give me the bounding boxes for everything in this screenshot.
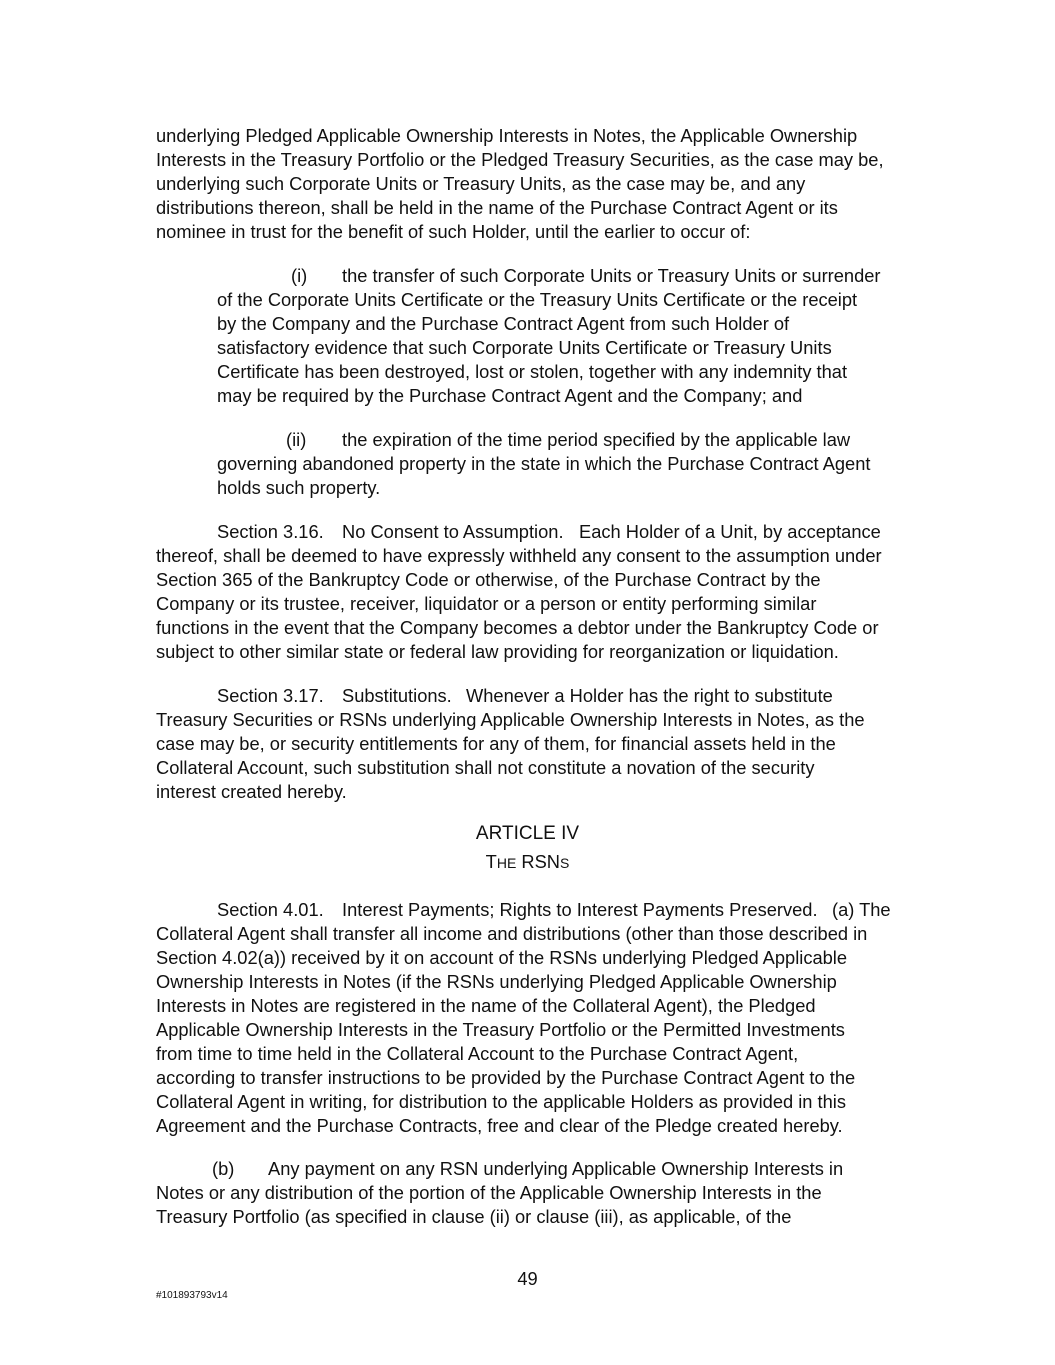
section-first-line: (a) The	[832, 899, 891, 920]
text-line: underlying Pledged Applicable Ownership Interests in Notes, the Applicable Ownership	[156, 125, 858, 146]
text-line: Certificate has been destroyed, lost or stolen, together with any indemnity that	[217, 361, 848, 382]
section-heading: Interest Payments; Rights to Interest Payments Preserved.	[342, 899, 818, 920]
text-line: thereof, shall be deemed to have expressly withheld any consent to the assumption under	[156, 545, 882, 566]
text-line: from time to time held in the Collateral Account to the Purchase Contract Agent,	[156, 1043, 799, 1064]
text-line: satisfactory evidence that such Corporate Units Certificate or Treasury Units	[217, 337, 832, 358]
text-line: may be required by the Purchase Contract Agent and the Company; and	[217, 385, 803, 406]
text-line: Section 4.02(a)) received by it on account of the RSNs underlying Pledged Applicable	[156, 947, 848, 968]
text-line: interest created hereby.	[156, 781, 347, 802]
clause-i-marker: (i)	[291, 265, 308, 286]
text-line: Treasury Portfolio (as specified in clause (ii) or clause (iii), as applicable, of the	[156, 1206, 792, 1227]
section-body	[156, 544, 901, 664]
text-line: holds such property.	[217, 477, 381, 498]
clause-i-body	[217, 288, 901, 408]
text-line: governing abandoned property in the state in which the Purchase Contract Agent	[217, 453, 871, 474]
text-line: Interests in Notes are registered in the name of the Collateral Agent), the Pledged	[156, 995, 816, 1016]
section-body	[156, 922, 901, 1138]
section-number: Section 3.16.	[217, 521, 324, 542]
subtitle-small-caps: HE	[496, 855, 517, 871]
clause-b-marker: (b)	[212, 1158, 235, 1179]
section-number: Section 4.01.	[217, 899, 324, 920]
section-number: Section 3.17.	[217, 685, 324, 706]
clause-ii-first-line: the expiration of the time period specified by the applicable law	[342, 429, 851, 450]
text-line: Ownership Interests in Notes (if the RSNs underlying Pledged Applicable Ownership	[156, 971, 837, 992]
text-line: by the Company and the Purchase Contract Agent from such Holder of	[217, 313, 790, 334]
clause-ii-marker: (ii)	[286, 429, 307, 450]
clause-b-body	[156, 1181, 901, 1229]
section-heading: No Consent to Assumption.	[342, 521, 564, 542]
text-line: functions in the event that the Company becomes a debtor under the Bankruptcy Code or	[156, 617, 879, 638]
text-line: Notes or any distribution of the portion of the Applicable Ownership Interests in the	[156, 1182, 822, 1203]
text-line: Treasury Securities or RSNs underlying Applicable Ownership Interests in Notes, as the	[156, 709, 865, 730]
section-heading: Substitutions.	[342, 685, 452, 706]
page-number: 49	[517, 1268, 538, 1289]
text-line: Collateral Agent shall transfer all income and distributions (other than those described in	[156, 923, 868, 944]
subtitle-cap: RSN	[521, 851, 560, 872]
section-first-line: Each Holder of a Unit, by acceptance	[579, 521, 881, 542]
document-id: #101893793v14	[156, 1290, 228, 1301]
text-line: case may be, or security entitlements for any of them, for financial assets held in the	[156, 733, 836, 754]
text-line: Collateral Agent in writing, for distribution to the applicable Holders as provided in this	[156, 1091, 846, 1112]
section-body	[156, 708, 901, 804]
text-line: according to transfer instructions to be provided by the Purchase Contract Agent to the	[156, 1067, 856, 1088]
text-line: distributions thereon, shall be held in the name of the Purchase Contract Agent or its	[156, 197, 838, 218]
text-line: Interests in the Treasury Portfolio or the Pledged Treasury Securities, as the case may be,	[156, 149, 884, 170]
subtitle-small-caps: S	[559, 855, 570, 871]
text-line: of the Corporate Units Certificate or the Treasury Units Certificate or the receipt	[217, 289, 858, 310]
text-line: Section 365 of the Bankruptcy Code or otherwise, of the Purchase Contract by the	[156, 569, 821, 590]
clause-i-first-line: the transfer of such Corporate Units or Treasury Units or surrender	[342, 265, 881, 286]
article-subtitle	[0, 850, 1055, 875]
text-line: subject to other similar state or federal law providing for reorganization or liquidation.	[156, 641, 839, 662]
section-first-line: Whenever a Holder has the right to substitute	[466, 685, 833, 706]
text-line: Company or its trustee, receiver, liquidator or a person or entity performing similar	[156, 593, 817, 614]
continuation-paragraph	[156, 124, 901, 244]
text-line: Applicable Ownership Interests in the Treasury Portfolio or the Permitted Investments	[156, 1019, 845, 1040]
clause-ii-body	[217, 452, 901, 500]
subtitle-cap: T	[485, 851, 497, 872]
text-line: Agreement and the Purchase Contracts, free and clear of the Pledge created hereby.	[156, 1115, 843, 1136]
clause-b-first-line: Any payment on any RSN underlying Applicable Ownership Interests in	[268, 1158, 844, 1179]
text-line: nominee in trust for the benefit of such Holder, until the earlier to occur of:	[156, 221, 751, 242]
text-line: underlying such Corporate Units or Treasury Units, as the case may be, and any	[156, 173, 806, 194]
text-line: Collateral Account, such substitution shall not constitute a novation of the security	[156, 757, 815, 778]
article-title: ARTICLE IV	[475, 823, 580, 844]
